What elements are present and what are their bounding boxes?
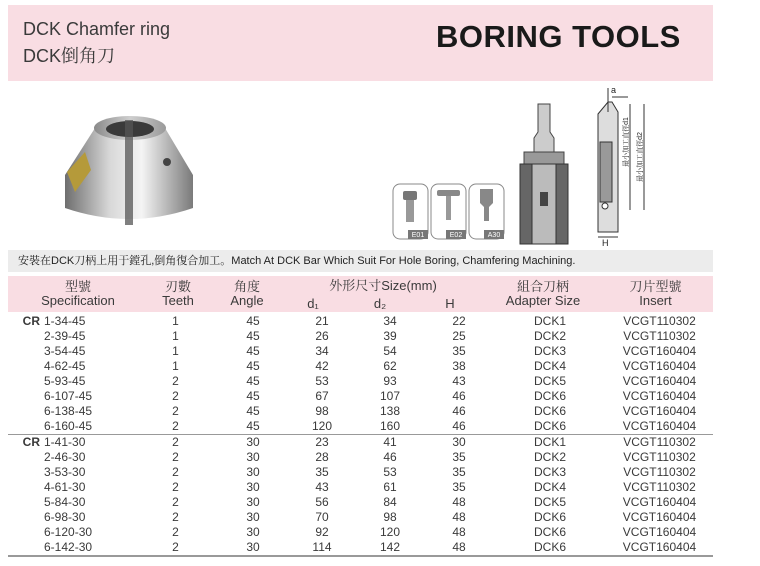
cell-insert: VCGT160404 [622, 525, 697, 539]
cell-spec-value: 1-34-45 [44, 314, 86, 328]
cell-d1: 53 [315, 374, 329, 388]
cell-d1: 42 [315, 359, 329, 373]
cell-angle: 30 [246, 510, 260, 524]
dim-d1-label: 最小加工直徑d1 [623, 117, 630, 167]
cell-spec [8, 540, 133, 556]
table-row [8, 450, 713, 465]
header-spec-en: Specification [41, 293, 115, 308]
cell-angle: 45 [218, 419, 288, 435]
cell-teeth: 2 [172, 510, 179, 524]
header-angle-cn: 角度 [233, 279, 260, 294]
cell-adapter: DCK1 [533, 435, 566, 449]
cell-H: 46 [424, 419, 494, 435]
header-teeth-cn: 刃數 [164, 279, 191, 294]
table-row [8, 314, 713, 329]
table-row [8, 465, 713, 480]
cell-insert: VCGT160404 [622, 495, 697, 509]
cell-spec [8, 314, 133, 329]
header-angle-en: Angle [230, 293, 264, 308]
cell-adapter: DCK6 [494, 419, 606, 435]
cell-spec-value: 3-53-30 [44, 465, 86, 479]
cell-adapter: DCK3 [533, 465, 566, 479]
cell-d2: 62 [383, 359, 397, 373]
cell-spec-value: 6-138-45 [44, 404, 93, 418]
dim-H-label: H [602, 238, 609, 247]
cell-spec [8, 359, 133, 374]
cell-spec-value: 3-54-45 [44, 344, 86, 358]
cell-adapter: DCK5 [533, 495, 566, 509]
cell-adapter: DCK3 [533, 344, 566, 358]
header-band [8, 5, 713, 81]
cell-adapter: DCK6 [533, 510, 566, 524]
cell-insert: VCGT160404 [622, 404, 697, 418]
cell-d2: 107 [379, 389, 401, 403]
cell-insert: VCGT160404 [606, 540, 713, 556]
table-row [8, 525, 713, 540]
cell-angle: 45 [246, 314, 260, 328]
cell-angle: 45 [246, 404, 260, 418]
cell-d1: 70 [315, 510, 329, 524]
cell-teeth: 1 [172, 314, 179, 328]
header-d2: d₂ [373, 296, 387, 311]
table-row [8, 359, 713, 374]
cell-spec [8, 389, 133, 404]
cell-adapter: DCK6 [533, 525, 566, 539]
header-spec-cn: 型號 [64, 279, 91, 294]
cell-adapter: DCK2 [533, 450, 566, 464]
cell-angle: 45 [246, 359, 260, 373]
cell-angle: 30 [218, 540, 288, 556]
header-d1: d₁ [307, 296, 319, 311]
cell-d2: 54 [383, 344, 397, 358]
cell-spec [8, 480, 133, 495]
cell-d1: 23 [315, 435, 329, 449]
cell-d2: 138 [379, 404, 401, 418]
cell-angle: 30 [246, 435, 260, 449]
cell-d1: 35 [315, 465, 329, 479]
cell-d1: 28 [315, 450, 329, 464]
cell-d1: 67 [315, 389, 329, 403]
cell-teeth: 2 [172, 495, 179, 509]
spec-table [8, 314, 713, 556]
cell-teeth: 2 [133, 540, 218, 556]
assembly-section-drawing [518, 102, 570, 247]
cell-angle: 30 [246, 450, 260, 464]
cell-adapter: DCK1 [533, 314, 566, 328]
cell-spec [8, 435, 133, 451]
cell-d2: 39 [383, 329, 397, 343]
cell-d1: 114 [288, 540, 356, 556]
icon-label-a30: A30 [487, 232, 501, 239]
cell-spec-value: 4-62-45 [44, 359, 86, 373]
cell-spec [8, 404, 133, 419]
cell-adapter: DCK5 [533, 374, 566, 388]
table-row [8, 480, 713, 495]
table-row [8, 374, 713, 389]
cell-teeth: 2 [133, 419, 218, 435]
table-row [8, 510, 713, 525]
cell-teeth: 2 [172, 480, 179, 494]
cell-spec [8, 344, 133, 359]
cell-teeth: 1 [172, 329, 179, 343]
cell-d2: 46 [383, 450, 397, 464]
cell-teeth: 2 [172, 404, 179, 418]
cell-d1: 21 [315, 314, 329, 328]
cell-H: 48 [424, 540, 494, 556]
cell-d1: 34 [315, 344, 329, 358]
cell-teeth: 1 [172, 359, 179, 373]
header-adapter-en: Adapter Size [505, 293, 581, 308]
cell-spec-value: 6-120-30 [44, 525, 93, 539]
cell-teeth: 2 [172, 450, 179, 464]
cell-H: 46 [452, 389, 466, 403]
cell-insert: VCGT110302 [623, 329, 696, 343]
cell-d1: 56 [315, 495, 329, 509]
cell-insert: VCGT110302 [623, 480, 696, 494]
table-row [8, 389, 713, 404]
page-title: DCK Chamfer ring [23, 19, 171, 39]
cell-adapter: DCK6 [494, 540, 606, 556]
cell-d2: 93 [383, 374, 397, 388]
cell-H: 38 [452, 359, 466, 373]
cell-angle: 45 [246, 344, 260, 358]
cell-d2: 34 [383, 314, 397, 328]
cell-d2: 160 [356, 419, 424, 435]
icon-label-e02: E02 [449, 232, 463, 239]
cell-H: 22 [452, 314, 466, 328]
cell-insert: VCGT110302 [623, 450, 696, 464]
cell-angle: 45 [246, 389, 260, 403]
cell-d2: 53 [383, 465, 397, 479]
cell-H: 25 [452, 329, 466, 343]
table-header [8, 276, 713, 312]
cell-angle: 30 [246, 480, 260, 494]
cell-adapter: DCK6 [533, 389, 566, 403]
cell-H: 48 [452, 495, 466, 509]
cell-insert: VCGT160404 [622, 510, 697, 524]
cell-angle: 30 [246, 495, 260, 509]
table-row [8, 495, 713, 510]
cell-d1: 26 [315, 329, 329, 343]
cell-d2: 41 [383, 435, 397, 449]
brand-title: BORING TOOLS [436, 19, 681, 54]
cell-d2: 142 [356, 540, 424, 556]
cell-angle: 30 [246, 525, 260, 539]
cell-spec [8, 329, 133, 344]
header-teeth-en: Teeth [162, 293, 194, 308]
cell-insert: VCGT160404 [622, 359, 697, 373]
cell-adapter: DCK4 [533, 480, 566, 494]
cell-insert: VCGT160404 [622, 374, 697, 388]
cell-teeth: 2 [172, 435, 179, 449]
table-row [8, 540, 713, 556]
table-row [8, 344, 713, 359]
cell-spec-value: 6-107-45 [44, 389, 93, 403]
cell-insert: VCGT110302 [623, 435, 696, 449]
cell-H: 30 [452, 435, 466, 449]
cell-insert: VCGT160404 [622, 389, 697, 403]
cell-H: 43 [452, 374, 466, 388]
cell-spec-prefix: CR [22, 314, 40, 328]
cell-insert: VCGT110302 [623, 314, 696, 328]
cell-spec-value: 5-93-45 [44, 374, 86, 388]
table-row [8, 419, 713, 435]
cell-insert: VCGT160404 [606, 419, 713, 435]
cell-H: 46 [452, 404, 466, 418]
cell-H: 35 [452, 450, 466, 464]
dim-d2-label: 最小加工直徑d2 [637, 132, 644, 182]
accessory-icons [392, 183, 507, 241]
product-description: 安裝在DCK刀柄上用于鏜孔,倒角復合加工。Match At DCK Bar Which Suit For Hole Boring, Chamfering Machining. [8, 250, 713, 272]
cell-spec-value: 6-160-45 [44, 419, 93, 433]
cell-spec [8, 450, 133, 465]
cell-spec-value: 6-98-30 [44, 510, 86, 524]
header-H: H [445, 296, 455, 311]
cell-d2: 61 [383, 480, 397, 494]
cell-spec [8, 510, 133, 525]
chamfer-ring-image [55, 100, 200, 235]
cell-d1: 92 [315, 525, 329, 539]
cell-H: 48 [452, 510, 466, 524]
cell-spec-value: 1-41-30 [44, 435, 86, 449]
cell-spec [8, 495, 133, 510]
header-adapter-cn: 組合刀柄 [516, 279, 569, 294]
cell-adapter: DCK4 [533, 359, 566, 373]
cell-spec [8, 419, 133, 435]
cell-spec-value: 4-61-30 [44, 480, 86, 494]
cell-teeth: 2 [172, 374, 179, 388]
cell-teeth: 2 [172, 389, 179, 403]
spec-table-body [8, 314, 713, 556]
table-row [8, 329, 713, 344]
cell-H: 35 [452, 465, 466, 479]
cell-H: 35 [452, 480, 466, 494]
cell-teeth: 1 [172, 344, 179, 358]
cell-teeth: 2 [172, 465, 179, 479]
table-bottom-rule [8, 556, 713, 557]
cell-d2: 98 [383, 510, 397, 524]
table-row [8, 404, 713, 419]
icon-label-e01: E01 [411, 232, 425, 239]
cell-d1: 120 [288, 419, 356, 435]
header-insert-en: Insert [639, 293, 672, 308]
page-title-cn: DCK倒角刀 [23, 46, 116, 66]
cell-teeth: 2 [172, 525, 179, 539]
dimension-drawing [584, 82, 664, 247]
cell-insert: VCGT160404 [622, 344, 697, 358]
cell-spec [8, 465, 133, 480]
cell-adapter: DCK2 [533, 329, 566, 343]
cell-d2: 84 [383, 495, 397, 509]
cell-spec-value: 2-46-30 [44, 450, 86, 464]
cell-H: 48 [452, 525, 466, 539]
cell-adapter: DCK6 [533, 404, 566, 418]
table-row [8, 435, 713, 451]
cell-angle: 45 [246, 329, 260, 343]
dim-a-label: a [611, 85, 617, 95]
header-insert-cn: 刀片型號 [629, 279, 682, 294]
cell-spec [8, 374, 133, 389]
header-size: 外形尺寸Size(mm) [329, 278, 437, 293]
cell-spec-value: 5-84-30 [44, 495, 86, 509]
cell-H: 35 [452, 344, 466, 358]
cell-d1: 98 [315, 404, 329, 418]
cell-spec-value: 2-39-45 [44, 329, 86, 343]
cell-angle: 30 [246, 465, 260, 479]
cell-d2: 120 [379, 525, 401, 539]
cell-spec-value: 6-142-30 [44, 540, 93, 554]
cell-angle: 45 [246, 374, 260, 388]
cell-spec [8, 525, 133, 540]
cell-insert: VCGT110302 [623, 465, 696, 479]
cell-spec-prefix: CR [22, 435, 40, 449]
cell-d1: 43 [315, 480, 329, 494]
